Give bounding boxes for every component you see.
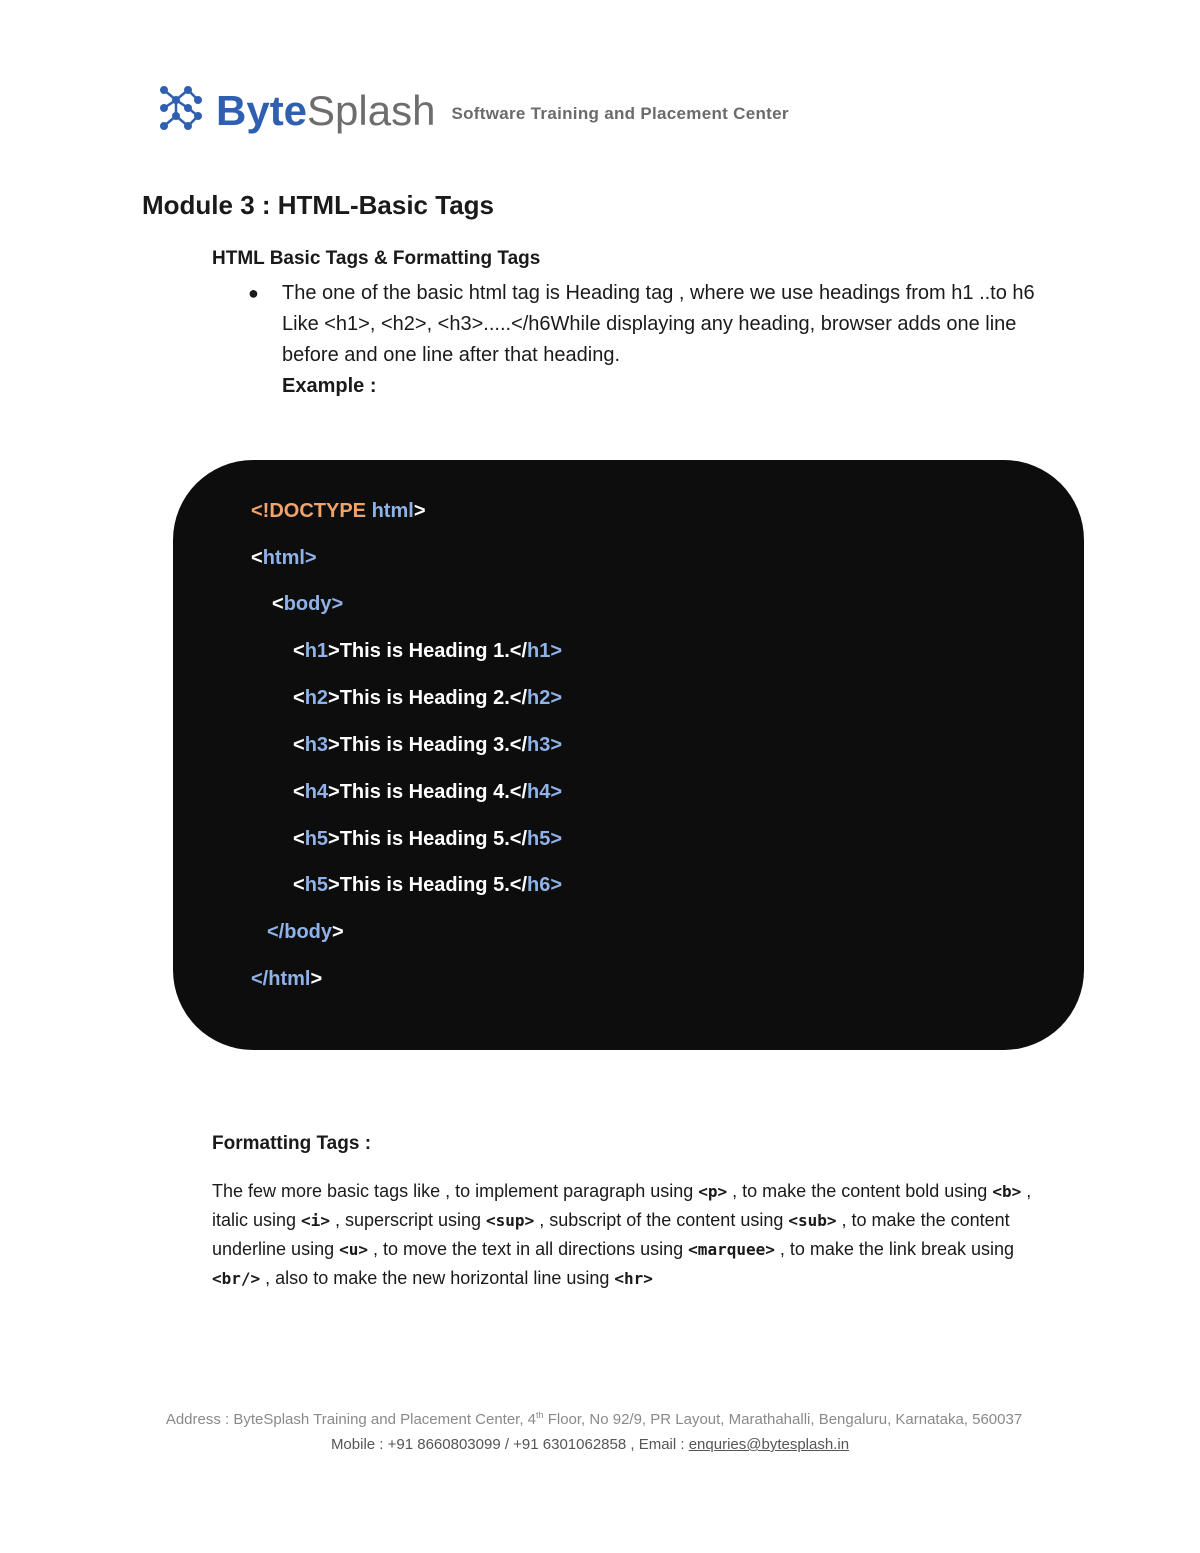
code-line-doctype: <!DOCTYPE html> <box>251 500 426 522</box>
section-heading: HTML Basic Tags & Formatting Tags <box>212 248 541 269</box>
formatting-tags-paragraph: The few more basic tags like , to implement paragraph using <p> , to make the content bold using <b> , italic using <i> , superscript using <sup> , subscript of the content using <sub> , to make the content underline using <u> , to move the text in all directions using <marquee> , to make the link break using <br/> , also to make the new horizontal line using <hr> <box>212 1181 1032 1288</box>
email-link[interactable]: enquries@bytesplash.in <box>688 1436 850 1453</box>
brand-tagline: Software Training and Placement Center <box>451 104 789 123</box>
bytesplash-logo-icon <box>156 82 206 134</box>
module-title: Module 3 : HTML-Basic Tags <box>142 190 494 220</box>
code-line: <h4>This is Heading 4.</h4> <box>293 781 563 803</box>
code-line: <h5>This is Heading 5.</h5> <box>293 828 563 850</box>
code-line: <h5>This is Heading 5.</h6> <box>293 874 563 896</box>
brand-byte: Byte <box>216 87 308 134</box>
code-line: <h3>This is Heading 3.</h3> <box>293 734 563 756</box>
code-line: <h1>This is Heading 1.</h1> <box>293 640 563 662</box>
code-line: </body> <box>267 921 344 943</box>
bullet-line-2: Like <h1>, <h2>, <h3>.....</h6While displaying any heading, browser adds one line before and one line after that heading. <box>282 313 1017 366</box>
footer-address: Address : ByteSplash Training and Placement Center, 4th Floor, No 92/9, PR Layout, Marathahalli, Bengaluru, Karnataka, 560037 <box>165 1410 1023 1428</box>
bullet-item <box>248 278 1048 402</box>
code-line: </html> <box>251 968 323 990</box>
brand-splash: Splash <box>307 87 436 134</box>
bullet-line-1: The one of the basic html tag is Heading tag , where we use headings from h1 ..to h6 <box>282 282 1035 304</box>
code-example-panel <box>173 460 1084 1050</box>
brand-name <box>216 88 435 134</box>
bullet-dot-icon: ● <box>248 283 259 303</box>
footer-contact: Mobile : +91 8660803099 / +91 6301062858 , Email : enquries@bytesplash.in <box>330 1436 850 1453</box>
example-label: Example : <box>282 375 377 397</box>
code-line: <h2>This is Heading 2.</h2> <box>293 687 563 709</box>
page-header <box>156 78 789 134</box>
code-line: <html> <box>251 547 317 569</box>
code-line: <body> <box>272 593 344 615</box>
formatting-tags-heading: Formatting Tags : <box>212 1133 372 1154</box>
